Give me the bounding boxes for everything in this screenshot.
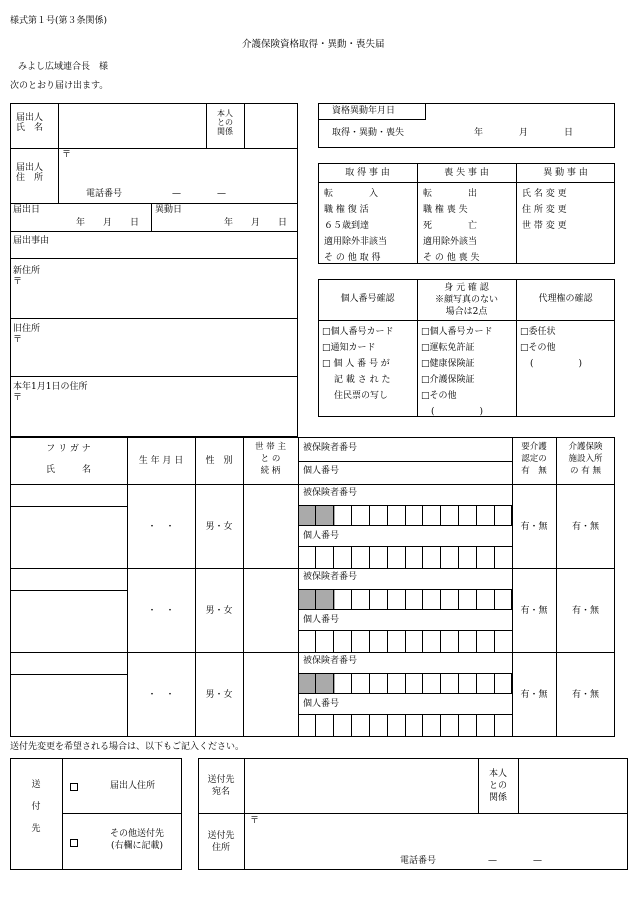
col-my-no: 個人番号 (303, 466, 340, 476)
form-title: 介護保険資格取得・異動・喪失届 (242, 39, 385, 50)
proxy-other-field[interactable]: ( ) (530, 359, 583, 369)
applicant-phone-dash: — — (172, 189, 227, 199)
jan1-address-label: 本年1月1日の住所 (13, 382, 88, 392)
delivery-addr-label: 送付先 住所 (207, 831, 235, 853)
qualification-ymd[interactable]: 年 月 日 (474, 128, 574, 138)
col-insured-no: 被保険者番号 (303, 443, 358, 453)
delivery-addr-field[interactable] (246, 816, 626, 852)
applicant-address-label: 届出人 住 所 (16, 163, 44, 184)
insured-no-label: 被保険者番号 (303, 488, 358, 498)
applicant-phone-label: 電話番号 (86, 189, 123, 199)
acquire-item[interactable]: 職 権 復 活 (324, 205, 369, 215)
care-cert-select[interactable]: 有・無 (520, 606, 548, 616)
col-facility: 介護保険 施設入所 の 有 無 (568, 442, 603, 476)
my-no-boxes[interactable] (298, 547, 512, 568)
lose-item[interactable]: 適用除外該当 (423, 237, 478, 247)
lose-item[interactable]: 死 亡 (423, 221, 478, 231)
change-date-ymd[interactable]: 年 月 日 (224, 218, 288, 228)
opt1-checkbox[interactable] (70, 782, 80, 792)
mynumber-header: 個人番号確認 (340, 294, 395, 304)
idcheck-option[interactable]: □介護保険証 (421, 375, 475, 385)
mynumber-option-cont: 記 載 さ れ た (334, 375, 391, 385)
change-header: 異 動 事 由 (543, 168, 588, 178)
lose-reasons (423, 186, 479, 266)
proxy-option[interactable]: □その他 (520, 343, 556, 353)
sex-select[interactable]: 男・女 (205, 690, 233, 700)
intro-text: 次のとおり届け出ます。 (10, 81, 109, 91)
applicant-relation-field[interactable] (246, 106, 296, 146)
delivery-postal-mark: 〒 (250, 816, 260, 826)
reason-label: 届出事由 (13, 236, 50, 246)
col-care-cert: 要介護 認定の 有 無 (521, 442, 547, 476)
jan1-address-postal: 〒 (13, 393, 23, 403)
acquire-header: 取 得 事 由 (345, 168, 390, 178)
applicant-postal-mark: 〒 (62, 150, 72, 160)
idcheck-option[interactable]: □運転免許証 (421, 343, 475, 353)
my-no-label: 個人番号 (303, 699, 340, 709)
old-address-label: 旧住所 (13, 324, 41, 334)
col-householder: 世 帯 主 と の 続 柄 (255, 442, 286, 476)
sex-select[interactable]: 男・女 (205, 606, 233, 616)
acquire-item[interactable]: 適用除外非該当 (324, 237, 388, 247)
idcheck-options (421, 324, 493, 420)
acquire-item[interactable]: そ の 他 取 得 (324, 253, 381, 263)
acquire-item[interactable]: ６５歳到達 (324, 221, 370, 231)
mynumber-option[interactable]: □通知カード (322, 343, 376, 353)
applicant-name-label: 届出人 氏 名 (16, 113, 44, 134)
insured-no-label: 被保険者番号 (303, 572, 358, 582)
insured-no-label: 被保険者番号 (303, 656, 358, 666)
submit-date-ymd[interactable]: 年 月 日 (76, 218, 140, 228)
addressee: みよし広域連合長 様 (18, 62, 109, 72)
col-sex: 性 別 (205, 456, 233, 466)
opt2-checkbox[interactable] (70, 838, 80, 848)
lose-header: 喪 失 事 由 (444, 168, 489, 178)
proxy-option[interactable]: □委任状 (520, 327, 556, 337)
idcheck-other-field[interactable]: ( ) (431, 407, 484, 417)
care-cert-select[interactable]: 有・無 (520, 690, 548, 700)
delivery-note: 送付先変更を希望される場合は、以下もご記入ください。 (10, 742, 245, 752)
qualification-date-label: 資格異動年月日 (332, 106, 396, 116)
birth-date-field[interactable]: ・ ・ (147, 690, 175, 700)
delivery-relation-label: 本人 との 関係 (488, 769, 507, 803)
new-address-postal: 〒 (13, 277, 23, 287)
idcheck-header: 身 元 確 認 ※顔写真のない 場合は2点 (434, 283, 498, 317)
facility-select[interactable]: 有・無 (571, 606, 599, 616)
delivery-name-label: 送付先 宛名 (207, 775, 235, 797)
applicant-address-field[interactable] (60, 150, 296, 184)
delivery-label: 送 付 先 (31, 780, 41, 834)
proxy-options (520, 324, 582, 372)
change-date-label: 異動日 (155, 205, 183, 215)
delivery-opt2-label: その他送付先 (右欄に記載) (109, 829, 164, 851)
acquire-reasons (324, 186, 387, 266)
mynumber-option-cont: 住民票の写し (334, 391, 389, 401)
applicant-relation-label: 本人 との 関係 (217, 109, 233, 137)
idcheck-option[interactable]: □その他 (421, 391, 457, 401)
lose-item[interactable]: 転 出 (423, 189, 478, 199)
change-item[interactable]: 世 帯 変 更 (522, 221, 567, 231)
facility-select[interactable]: 有・無 (571, 522, 599, 532)
birth-date-field[interactable]: ・ ・ (147, 606, 175, 616)
delivery-relation-field[interactable] (520, 760, 626, 811)
delivery-opt1-label: 届出人住所 (110, 781, 156, 791)
col-birth: 生 年 月 日 (138, 456, 184, 466)
old-address-postal: 〒 (13, 335, 23, 345)
qualification-types[interactable]: 取得・異動・喪失 (332, 128, 405, 138)
col-furigana: フ リ ガ ナ (46, 444, 91, 454)
my-no-boxes[interactable] (298, 715, 512, 736)
form-number: 様式第１号(第３条関係) (10, 16, 108, 26)
change-reasons (522, 186, 567, 234)
acquire-item[interactable]: 転 入 (324, 189, 379, 199)
lose-item[interactable]: そ の 他 喪 失 (423, 253, 480, 263)
proxy-header: 代理権の確認 (538, 294, 593, 304)
care-cert-select[interactable]: 有・無 (520, 522, 548, 532)
delivery-phone-label: 電話番号 (400, 856, 437, 866)
my-no-label: 個人番号 (303, 615, 340, 625)
new-address-label: 新住所 (13, 266, 41, 276)
sex-select[interactable]: 男・女 (205, 522, 233, 532)
change-item[interactable]: 住 所 変 更 (522, 205, 567, 215)
mynumber-options (322, 324, 394, 404)
facility-select[interactable]: 有・無 (571, 690, 599, 700)
birth-date-field[interactable]: ・ ・ (147, 522, 175, 532)
idcheck-option[interactable]: □個人番号カード (421, 327, 493, 337)
delivery-phone-dash: — — (488, 856, 543, 866)
applicant-name-field[interactable] (60, 106, 204, 146)
delivery-name-field[interactable] (246, 760, 476, 811)
my-no-boxes[interactable] (298, 631, 512, 652)
idcheck-option[interactable]: □健康保険証 (421, 359, 475, 369)
mynumber-option[interactable]: □ 個 人 番 号 が (322, 359, 390, 369)
mynumber-option[interactable]: □個人番号カード (322, 327, 394, 337)
change-item[interactable]: 氏 名 変 更 (522, 189, 567, 199)
submit-date-label: 届出日 (13, 205, 41, 215)
col-name: 氏 名 (45, 465, 91, 475)
my-no-label: 個人番号 (303, 531, 340, 541)
lose-item[interactable]: 職 権 喪 失 (423, 205, 468, 215)
